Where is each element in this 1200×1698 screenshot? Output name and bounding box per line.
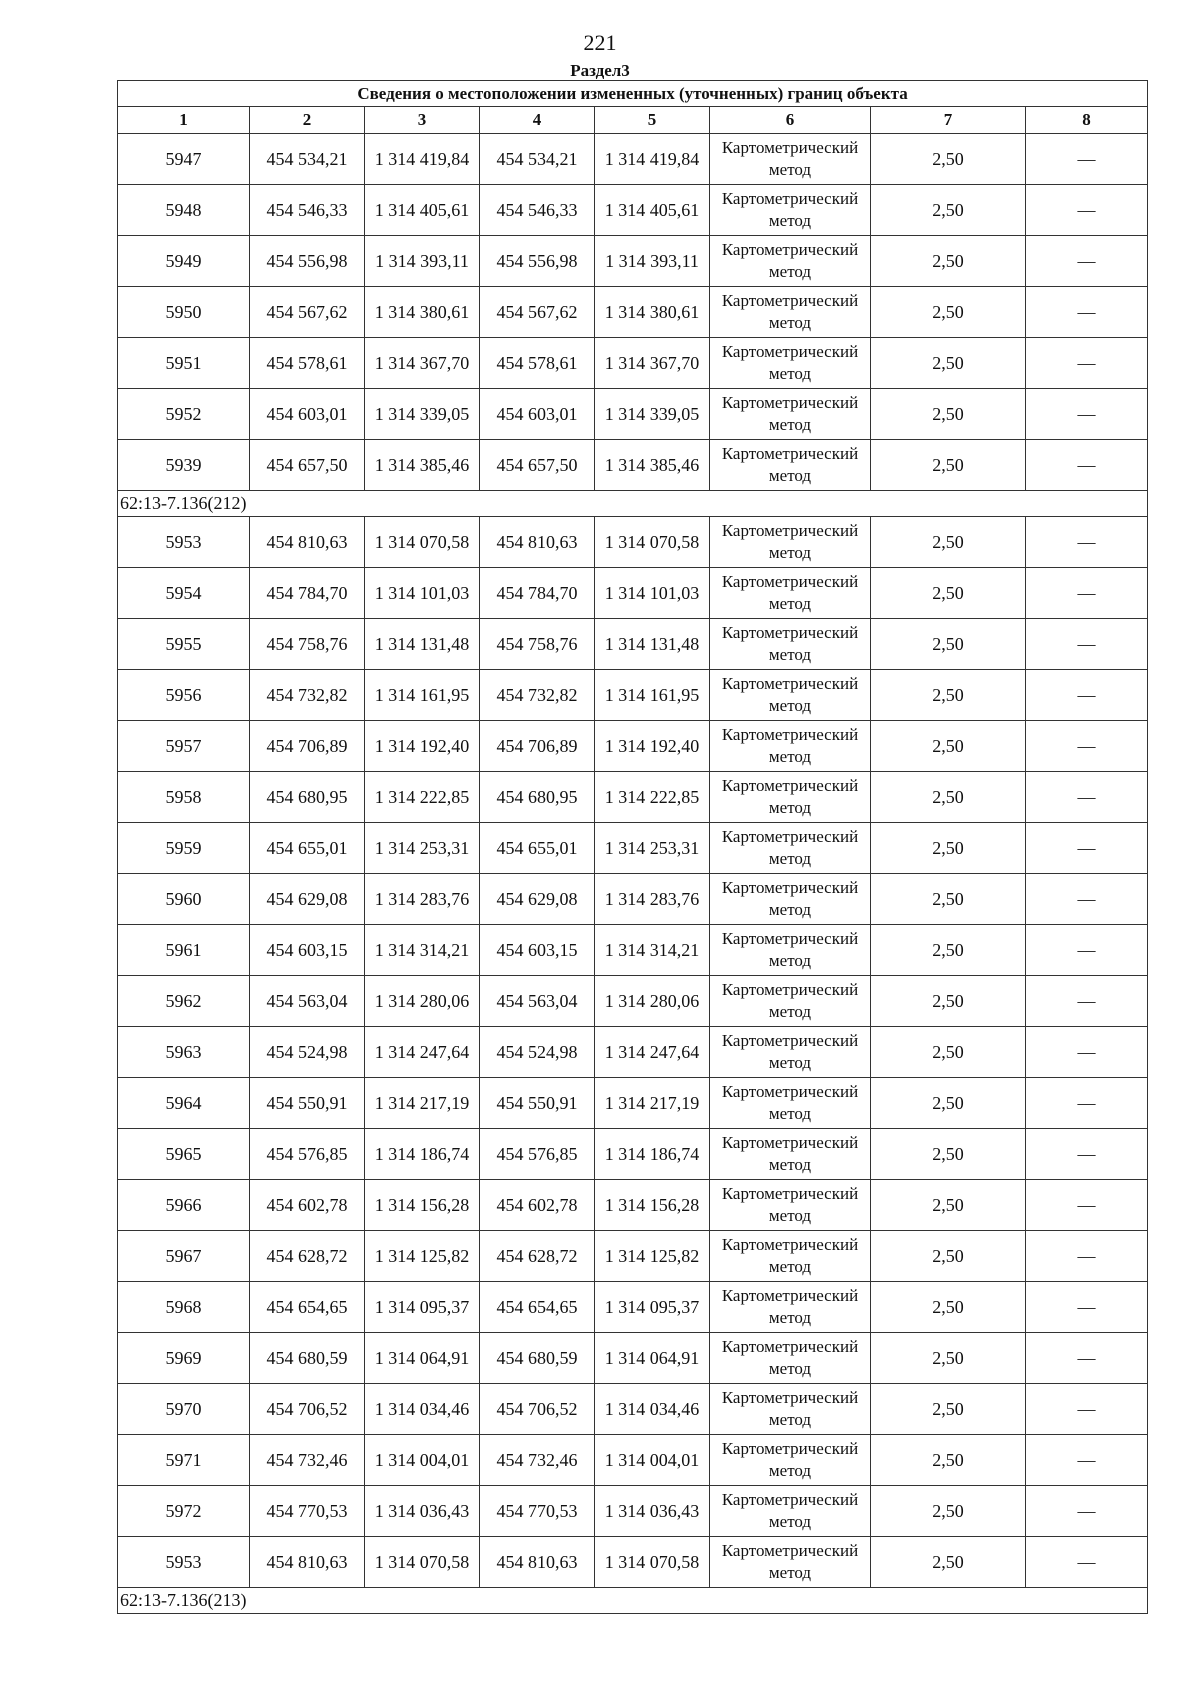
- x-existing-cell: 454 706,89: [250, 721, 365, 772]
- x-existing-cell: 454 603,01: [250, 389, 365, 440]
- parcel-group-label: 62:13-7.136(213): [118, 1588, 1148, 1614]
- x-new-cell: 454 603,01: [480, 389, 595, 440]
- x-existing-cell: 454 654,65: [250, 1282, 365, 1333]
- method-cell: Картометрический метод: [710, 389, 871, 440]
- x-new-cell: 454 680,95: [480, 772, 595, 823]
- point-number-cell: 5967: [118, 1231, 250, 1282]
- table-row: [118, 185, 1148, 236]
- x-new-cell: 454 576,85: [480, 1129, 595, 1180]
- y-existing-cell: 1 314 283,76: [365, 874, 480, 925]
- y-new-cell: 1 314 156,28: [595, 1180, 710, 1231]
- point-number-cell: 5965: [118, 1129, 250, 1180]
- y-new-cell: 1 314 280,06: [595, 976, 710, 1027]
- y-new-cell: 1 314 064,91: [595, 1333, 710, 1384]
- description-cell: —: [1026, 440, 1148, 491]
- x-existing-cell: 454 758,76: [250, 619, 365, 670]
- boundary-coordinates-table: [117, 80, 1148, 1614]
- x-existing-cell: 454 732,82: [250, 670, 365, 721]
- accuracy-cell: 2,50: [871, 1129, 1026, 1180]
- y-existing-cell: 1 314 405,61: [365, 185, 480, 236]
- x-existing-cell: 454 524,98: [250, 1027, 365, 1078]
- x-existing-cell: 454 784,70: [250, 568, 365, 619]
- method-cell: Картометрический метод: [710, 1027, 871, 1078]
- y-new-cell: 1 314 253,31: [595, 823, 710, 874]
- method-cell: Картометрический метод: [710, 440, 871, 491]
- x-new-cell: 454 810,63: [480, 1537, 595, 1588]
- table-row: [118, 236, 1148, 287]
- y-existing-cell: 1 314 186,74: [365, 1129, 480, 1180]
- y-existing-cell: 1 314 070,58: [365, 517, 480, 568]
- description-cell: —: [1026, 236, 1148, 287]
- description-cell: —: [1026, 1384, 1148, 1435]
- description-cell: —: [1026, 874, 1148, 925]
- accuracy-cell: 2,50: [871, 874, 1026, 925]
- y-existing-cell: 1 314 161,95: [365, 670, 480, 721]
- x-existing-cell: 454 810,63: [250, 1537, 365, 1588]
- y-new-cell: 1 314 192,40: [595, 721, 710, 772]
- y-existing-cell: 1 314 131,48: [365, 619, 480, 670]
- x-new-cell: 454 556,98: [480, 236, 595, 287]
- x-new-cell: 454 550,91: [480, 1078, 595, 1129]
- accuracy-cell: 2,50: [871, 772, 1026, 823]
- x-existing-cell: 454 534,21: [250, 134, 365, 185]
- table-row: [118, 1129, 1148, 1180]
- method-cell: Картометрический метод: [710, 619, 871, 670]
- description-cell: —: [1026, 1231, 1148, 1282]
- method-cell: Картометрический метод: [710, 721, 871, 772]
- x-existing-cell: 454 655,01: [250, 823, 365, 874]
- accuracy-cell: 2,50: [871, 389, 1026, 440]
- y-new-cell: 1 314 380,61: [595, 287, 710, 338]
- table-row: [118, 874, 1148, 925]
- x-existing-cell: 454 628,72: [250, 1231, 365, 1282]
- accuracy-cell: 2,50: [871, 619, 1026, 670]
- point-number-cell: 5939: [118, 440, 250, 491]
- accuracy-cell: 2,50: [871, 1078, 1026, 1129]
- column-header-7: 7: [871, 107, 1026, 134]
- table-row: [118, 517, 1148, 568]
- x-existing-cell: 454 680,59: [250, 1333, 365, 1384]
- x-existing-cell: 454 563,04: [250, 976, 365, 1027]
- point-number-cell: 5960: [118, 874, 250, 925]
- y-new-cell: 1 314 131,48: [595, 619, 710, 670]
- x-new-cell: 454 706,52: [480, 1384, 595, 1435]
- x-new-cell: 454 534,21: [480, 134, 595, 185]
- description-cell: —: [1026, 1537, 1148, 1588]
- y-new-cell: 1 314 101,03: [595, 568, 710, 619]
- method-cell: Картометрический метод: [710, 1231, 871, 1282]
- y-existing-cell: 1 314 253,31: [365, 823, 480, 874]
- description-cell: —: [1026, 619, 1148, 670]
- column-header-6: 6: [710, 107, 871, 134]
- method-cell: Картометрический метод: [710, 1078, 871, 1129]
- point-number-cell: 5951: [118, 338, 250, 389]
- accuracy-cell: 2,50: [871, 517, 1026, 568]
- description-cell: —: [1026, 1486, 1148, 1537]
- y-new-cell: 1 314 095,37: [595, 1282, 710, 1333]
- x-existing-cell: 454 680,95: [250, 772, 365, 823]
- x-new-cell: 454 706,89: [480, 721, 595, 772]
- description-cell: —: [1026, 338, 1148, 389]
- x-new-cell: 454 603,15: [480, 925, 595, 976]
- description-cell: —: [1026, 517, 1148, 568]
- y-new-cell: 1 314 004,01: [595, 1435, 710, 1486]
- point-number-cell: 5961: [118, 925, 250, 976]
- point-number-cell: 5972: [118, 1486, 250, 1537]
- column-header-3: 3: [365, 107, 480, 134]
- method-cell: Картометрический метод: [710, 1129, 871, 1180]
- x-new-cell: 454 655,01: [480, 823, 595, 874]
- y-new-cell: 1 314 367,70: [595, 338, 710, 389]
- point-number-cell: 5970: [118, 1384, 250, 1435]
- x-new-cell: 454 657,50: [480, 440, 595, 491]
- y-existing-cell: 1 314 064,91: [365, 1333, 480, 1384]
- point-number-cell: 5950: [118, 287, 250, 338]
- point-number-cell: 5947: [118, 134, 250, 185]
- column-header-2: 2: [250, 107, 365, 134]
- page-number: 221: [583, 30, 617, 55]
- x-new-cell: 454 732,46: [480, 1435, 595, 1486]
- table-row: [118, 976, 1148, 1027]
- method-cell: Картометрический метод: [710, 925, 871, 976]
- point-number-cell: 5952: [118, 389, 250, 440]
- x-new-cell: 454 567,62: [480, 287, 595, 338]
- x-new-cell: 454 680,59: [480, 1333, 595, 1384]
- y-existing-cell: 1 314 125,82: [365, 1231, 480, 1282]
- table-row: [118, 1078, 1148, 1129]
- table-row: [118, 1282, 1148, 1333]
- accuracy-cell: 2,50: [871, 185, 1026, 236]
- table-row: [118, 1231, 1148, 1282]
- y-new-cell: 1 314 070,58: [595, 517, 710, 568]
- table-row: [118, 670, 1148, 721]
- description-cell: —: [1026, 1180, 1148, 1231]
- description-cell: —: [1026, 185, 1148, 236]
- y-existing-cell: 1 314 393,11: [365, 236, 480, 287]
- accuracy-cell: 2,50: [871, 1384, 1026, 1435]
- y-existing-cell: 1 314 101,03: [365, 568, 480, 619]
- table-row: [118, 1027, 1148, 1078]
- y-new-cell: 1 314 419,84: [595, 134, 710, 185]
- method-cell: Картометрический метод: [710, 772, 871, 823]
- table-row: [118, 440, 1148, 491]
- x-new-cell: 454 629,08: [480, 874, 595, 925]
- y-new-cell: 1 314 034,46: [595, 1384, 710, 1435]
- accuracy-cell: 2,50: [871, 1027, 1026, 1078]
- table-row: [118, 721, 1148, 772]
- description-cell: —: [1026, 1282, 1148, 1333]
- description-cell: —: [1026, 389, 1148, 440]
- description-cell: —: [1026, 772, 1148, 823]
- y-new-cell: 1 314 247,64: [595, 1027, 710, 1078]
- x-new-cell: 454 654,65: [480, 1282, 595, 1333]
- column-header-5: 5: [595, 107, 710, 134]
- y-existing-cell: 1 314 367,70: [365, 338, 480, 389]
- method-cell: Картометрический метод: [710, 1435, 871, 1486]
- y-existing-cell: 1 314 280,06: [365, 976, 480, 1027]
- y-existing-cell: 1 314 070,58: [365, 1537, 480, 1588]
- table-caption: Сведения о местоположении измененных (уточненных) границ объекта: [118, 81, 1148, 107]
- y-existing-cell: 1 314 314,21: [365, 925, 480, 976]
- y-new-cell: 1 314 405,61: [595, 185, 710, 236]
- description-cell: —: [1026, 976, 1148, 1027]
- description-cell: —: [1026, 1027, 1148, 1078]
- accuracy-cell: 2,50: [871, 721, 1026, 772]
- point-number-cell: 5948: [118, 185, 250, 236]
- x-existing-cell: 454 602,78: [250, 1180, 365, 1231]
- table-row: [118, 1333, 1148, 1384]
- x-new-cell: 454 810,63: [480, 517, 595, 568]
- point-number-cell: 5956: [118, 670, 250, 721]
- point-number-cell: 5957: [118, 721, 250, 772]
- table-row: [118, 1486, 1148, 1537]
- column-header-1: 1: [118, 107, 250, 134]
- accuracy-cell: 2,50: [871, 134, 1026, 185]
- point-number-cell: 5955: [118, 619, 250, 670]
- accuracy-cell: 2,50: [871, 338, 1026, 389]
- x-existing-cell: 454 706,52: [250, 1384, 365, 1435]
- table-row: [118, 1384, 1148, 1435]
- accuracy-cell: 2,50: [871, 568, 1026, 619]
- x-existing-cell: 454 657,50: [250, 440, 365, 491]
- x-existing-cell: 454 603,15: [250, 925, 365, 976]
- x-new-cell: 454 732,82: [480, 670, 595, 721]
- point-number-cell: 5958: [118, 772, 250, 823]
- table-header-row: [118, 107, 1148, 134]
- description-cell: —: [1026, 1129, 1148, 1180]
- y-new-cell: 1 314 217,19: [595, 1078, 710, 1129]
- x-existing-cell: 454 629,08: [250, 874, 365, 925]
- y-new-cell: 1 314 385,46: [595, 440, 710, 491]
- description-cell: —: [1026, 1333, 1148, 1384]
- y-existing-cell: 1 314 004,01: [365, 1435, 480, 1486]
- y-new-cell: 1 314 222,85: [595, 772, 710, 823]
- y-existing-cell: 1 314 380,61: [365, 287, 480, 338]
- method-cell: Картометрический метод: [710, 1180, 871, 1231]
- y-existing-cell: 1 314 192,40: [365, 721, 480, 772]
- accuracy-cell: 2,50: [871, 1282, 1026, 1333]
- x-new-cell: 454 578,61: [480, 338, 595, 389]
- method-cell: Картометрический метод: [710, 568, 871, 619]
- point-number-cell: 5968: [118, 1282, 250, 1333]
- accuracy-cell: 2,50: [871, 1537, 1026, 1588]
- y-new-cell: 1 314 036,43: [595, 1486, 710, 1537]
- x-existing-cell: 454 567,62: [250, 287, 365, 338]
- x-existing-cell: 454 546,33: [250, 185, 365, 236]
- method-cell: Картометрический метод: [710, 338, 871, 389]
- method-cell: Картометрический метод: [710, 287, 871, 338]
- table-row: [118, 772, 1148, 823]
- method-cell: Картометрический метод: [710, 976, 871, 1027]
- accuracy-cell: 2,50: [871, 925, 1026, 976]
- y-new-cell: 1 314 125,82: [595, 1231, 710, 1282]
- y-new-cell: 1 314 186,74: [595, 1129, 710, 1180]
- description-cell: —: [1026, 287, 1148, 338]
- y-new-cell: 1 314 070,58: [595, 1537, 710, 1588]
- parcel-group-row: [118, 1588, 1148, 1614]
- table-row: [118, 823, 1148, 874]
- table-row: [118, 1435, 1148, 1486]
- y-new-cell: 1 314 161,95: [595, 670, 710, 721]
- x-new-cell: 454 546,33: [480, 185, 595, 236]
- method-cell: Картометрический метод: [710, 185, 871, 236]
- y-existing-cell: 1 314 385,46: [365, 440, 480, 491]
- x-new-cell: 454 758,76: [480, 619, 595, 670]
- x-existing-cell: 454 550,91: [250, 1078, 365, 1129]
- accuracy-cell: 2,50: [871, 440, 1026, 491]
- x-new-cell: 454 784,70: [480, 568, 595, 619]
- accuracy-cell: 2,50: [871, 670, 1026, 721]
- method-cell: Картометрический метод: [710, 1537, 871, 1588]
- method-cell: Картометрический метод: [710, 874, 871, 925]
- description-cell: —: [1026, 823, 1148, 874]
- table-row: [118, 1180, 1148, 1231]
- method-cell: Картометрический метод: [710, 134, 871, 185]
- y-existing-cell: 1 314 247,64: [365, 1027, 480, 1078]
- method-cell: Картометрический метод: [710, 1282, 871, 1333]
- method-cell: Картометрический метод: [710, 1486, 871, 1537]
- y-existing-cell: 1 314 156,28: [365, 1180, 480, 1231]
- table-row: [118, 389, 1148, 440]
- accuracy-cell: 2,50: [871, 823, 1026, 874]
- x-existing-cell: 454 770,53: [250, 1486, 365, 1537]
- table-caption-row: [118, 81, 1148, 107]
- y-existing-cell: 1 314 217,19: [365, 1078, 480, 1129]
- table-row: [118, 568, 1148, 619]
- point-number-cell: 5953: [118, 517, 250, 568]
- accuracy-cell: 2,50: [871, 976, 1026, 1027]
- y-new-cell: 1 314 314,21: [595, 925, 710, 976]
- description-cell: —: [1026, 1435, 1148, 1486]
- x-existing-cell: 454 732,46: [250, 1435, 365, 1486]
- description-cell: —: [1026, 568, 1148, 619]
- x-new-cell: 454 524,98: [480, 1027, 595, 1078]
- table-row: [118, 1537, 1148, 1588]
- description-cell: —: [1026, 1078, 1148, 1129]
- table-row: [118, 925, 1148, 976]
- point-number-cell: 5962: [118, 976, 250, 1027]
- accuracy-cell: 2,50: [871, 1333, 1026, 1384]
- x-existing-cell: 454 810,63: [250, 517, 365, 568]
- y-existing-cell: 1 314 222,85: [365, 772, 480, 823]
- y-new-cell: 1 314 393,11: [595, 236, 710, 287]
- y-existing-cell: 1 314 339,05: [365, 389, 480, 440]
- x-new-cell: 454 628,72: [480, 1231, 595, 1282]
- method-cell: Картометрический метод: [710, 517, 871, 568]
- x-new-cell: 454 602,78: [480, 1180, 595, 1231]
- method-cell: Картометрический метод: [710, 1384, 871, 1435]
- accuracy-cell: 2,50: [871, 1435, 1026, 1486]
- point-number-cell: 5949: [118, 236, 250, 287]
- y-existing-cell: 1 314 034,46: [365, 1384, 480, 1435]
- accuracy-cell: 2,50: [871, 1231, 1026, 1282]
- section-title: Раздел3: [570, 61, 630, 80]
- point-number-cell: 5963: [118, 1027, 250, 1078]
- method-cell: Картометрический метод: [710, 823, 871, 874]
- point-number-cell: 5954: [118, 568, 250, 619]
- x-existing-cell: 454 576,85: [250, 1129, 365, 1180]
- y-existing-cell: 1 314 419,84: [365, 134, 480, 185]
- method-cell: Картометрический метод: [710, 670, 871, 721]
- accuracy-cell: 2,50: [871, 287, 1026, 338]
- x-new-cell: 454 770,53: [480, 1486, 595, 1537]
- method-cell: Картометрический метод: [710, 236, 871, 287]
- description-cell: —: [1026, 925, 1148, 976]
- table-row: [118, 619, 1148, 670]
- description-cell: —: [1026, 134, 1148, 185]
- point-number-cell: 5964: [118, 1078, 250, 1129]
- table-row: [118, 338, 1148, 389]
- accuracy-cell: 2,50: [871, 1180, 1026, 1231]
- y-existing-cell: 1 314 095,37: [365, 1282, 480, 1333]
- method-cell: Картометрический метод: [710, 1333, 871, 1384]
- description-cell: —: [1026, 670, 1148, 721]
- accuracy-cell: 2,50: [871, 236, 1026, 287]
- x-new-cell: 454 563,04: [480, 976, 595, 1027]
- point-number-cell: 5959: [118, 823, 250, 874]
- point-number-cell: 5953: [118, 1537, 250, 1588]
- point-number-cell: 5966: [118, 1180, 250, 1231]
- x-existing-cell: 454 578,61: [250, 338, 365, 389]
- parcel-group-row: [118, 491, 1148, 517]
- y-new-cell: 1 314 283,76: [595, 874, 710, 925]
- y-new-cell: 1 314 339,05: [595, 389, 710, 440]
- table-row: [118, 134, 1148, 185]
- column-header-8: 8: [1026, 107, 1148, 134]
- point-number-cell: 5971: [118, 1435, 250, 1486]
- table-row: [118, 287, 1148, 338]
- column-header-4: 4: [480, 107, 595, 134]
- accuracy-cell: 2,50: [871, 1486, 1026, 1537]
- point-number-cell: 5969: [118, 1333, 250, 1384]
- description-cell: —: [1026, 721, 1148, 772]
- parcel-group-label: 62:13-7.136(212): [118, 491, 1148, 517]
- x-existing-cell: 454 556,98: [250, 236, 365, 287]
- y-existing-cell: 1 314 036,43: [365, 1486, 480, 1537]
